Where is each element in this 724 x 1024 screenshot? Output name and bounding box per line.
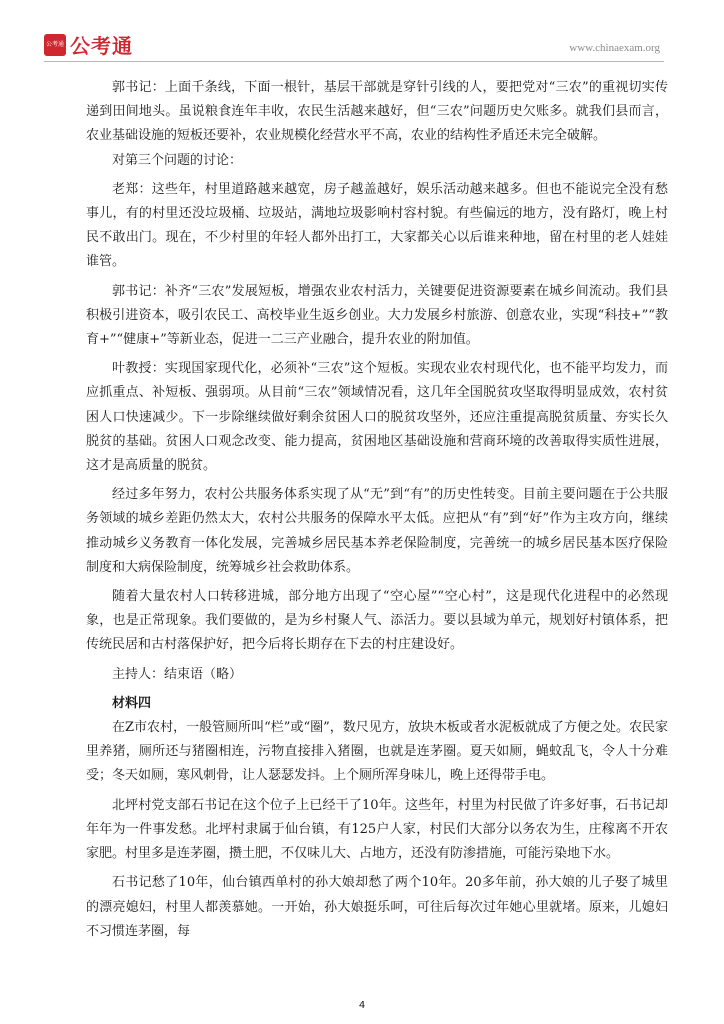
paragraph-guo-2: 郭书记：补齐“三农”发展短板，增强农业农村活力，关键要促进资源要素在城乡间流动。我们县积极引进资本，吸引农民工、高校毕业生返乡创业。大力发展乡村旅游、创意农业，实现“科技+”“教育+”“健康+”等新业态，促进一二三产业融合，提升农业的附加值。 [86, 283, 668, 348]
document-body [86, 76, 668, 944]
header-divider [44, 61, 664, 62]
brand-logo-icon: 公考通 [44, 34, 66, 56]
paragraph-guo-1: 郭书记：上面千条线，下面一根针，基层干部就是穿针引线的人，要把党对“三农”的重视切实传递到田间地头。虽说粮食连年丰收，农民生活越来越好，但“三农”问题历史欠账多。就我们县而言，农业基础设施的短板还要补，农业规模化经营水平不高，农业的结构性矛盾还未完全破解。 [86, 80, 668, 144]
paragraph-ye-1: 叶教授：实现国家现代化，必须补“三农”这个短板。实现农业农村现代化，也不能平均发力，而应抓重点、补短板、强弱项。从目前“三农”领域情况看，这几年全国脱贫攻坚取得明显成效，农村贫困人口快速减少。下一步除继续做好剩余贫困人口的脱贫攻坚外，还应注重提高脱贫质量、夯实长久脱贫的基础。贫困人口观念改变、能力提高，贫困地区基础设施和营商环境的改善取得实质性进展，这才是高质量的脱贫。 [86, 361, 668, 474]
site-url: www.chinaexam.org [569, 42, 660, 54]
paragraph-material4-3: 石书记愁了10年，仙台镇西单村的孙大娘却愁了两个10年。20多年前，孙大娘的儿子娶了城里的漂亮媳妇，村里人都羡慕她。一开始，孙大娘挺乐呵，可往后每次过年她心里就堵。原来，儿媳妇不习惯连茅圈，每 [86, 875, 668, 939]
page-number: 4 [358, 1000, 366, 1011]
paragraph-host: 主持人：结束语（略） [112, 666, 243, 682]
paragraph-material4-2: 北坪村党支部石书记在这个位子上已经干了10年。这些年，村里为村民做了许多好事，石书记却年年为一件事发愁。北坪村隶属于仙台镇，有125户人家，村民们大部分以务农为生，庄稼离不开农家肥。村里多是连茅圈，攒土肥，不仅味儿大、占地方，还没有防渗措施，可能污染地下水。 [86, 797, 668, 862]
paragraph-ye-3: 随着大量农村人口转移进城，部分地方出现了“空心屋”“空心村”，这是现代化进程中的必然现象，也是正常现象。我们要做的，是为乡村聚人气、添活力。要以县域为单元，规划好村镇体系，把传统民居和古村落保护好，把今后将长期存在下去的村庄建设好。 [86, 589, 668, 653]
page-header [44, 26, 666, 60]
paragraph-ye-2: 经过多年努力，农村公共服务体系实现了从“无”到“有”的历史性转变。目前主要问题在于公共服务领域的城乡差距仍然太大，农村公共服务的保障水平太低。应把从“有”到“好”作为主攻方向，继续推动城乡义务教育一体化发展，完善城乡居民基本养老保险制度，完善统一的城乡居民基本医疗保险制度和大病保险制度，统筹城乡社会救助体系。 [86, 487, 668, 575]
brand-name: 公考通 [70, 34, 133, 58]
section-heading-material-4: 材料四 [112, 695, 152, 711]
paragraph-laozheng: 老郑：这些年，村里道路越来越宽，房子越盖越好，娱乐活动越来越多。但也不能说完全没有愁事儿，有的村里还没垃圾桶、垃圾站，满地垃圾影响村容村貌。有些偏远的地方，没有路灯，晚上村民不敢出门。现在，不少村里的年轻人都外出打工，大家都关心以后谁来种地，留在村里的老人娃娃谁管。 [86, 181, 668, 270]
paragraph-topic-3: 对第三个问题的讨论： [112, 152, 243, 168]
paragraph-material4-1: 在Z市农村，一般管厕所叫“栏”或“圈”，数尺见方，放块木板或者水泥板就成了方便之处。农民家里养猪，厕所还与猪圈相连，污物直接排入猪圈，也就是连茅圈。夏天如厕，蝇蚊乱飞，令人十分难受；冬天如厕，寒风刺骨，让人瑟瑟发抖。上个厕所浑身味儿，晚上还得带手电。 [86, 720, 668, 784]
